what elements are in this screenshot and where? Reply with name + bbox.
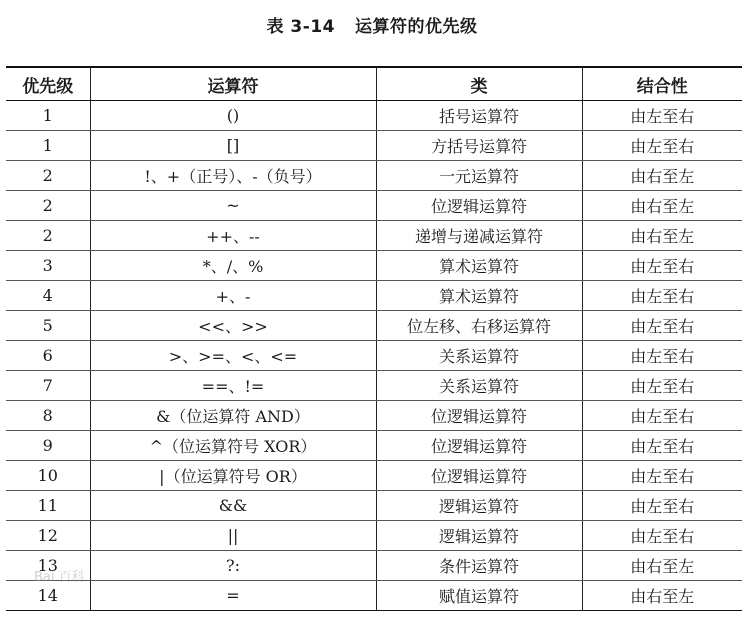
cell-operator: |（位运算符号 OR） <box>90 461 376 491</box>
table-row <box>6 101 742 131</box>
header-operator: 运算符 <box>90 67 376 101</box>
cell-associativity: 由左至右 <box>582 491 742 521</box>
table-row <box>6 311 742 341</box>
cell-level: 14 <box>6 581 90 611</box>
table-row <box>6 221 742 251</box>
cell-operator: +、- <box>90 281 376 311</box>
table-row <box>6 551 742 581</box>
cell-associativity: 由左至右 <box>582 521 742 551</box>
cell-category: 逻辑运算符 <box>376 491 582 521</box>
cell-level: 1 <box>6 131 90 161</box>
cell-category: 关系运算符 <box>376 371 582 401</box>
cell-category: 算术运算符 <box>376 251 582 281</box>
cell-associativity: 由左至右 <box>582 281 742 311</box>
table-row <box>6 521 742 551</box>
cell-associativity: 由左至右 <box>582 371 742 401</box>
cell-category: 算术运算符 <box>376 281 582 311</box>
watermark: Bai 百科 <box>34 570 85 585</box>
cell-associativity: 由左至右 <box>582 101 742 131</box>
cell-level: 3 <box>6 251 90 281</box>
cell-category: 方括号运算符 <box>376 131 582 161</box>
cell-operator: *、/、% <box>90 251 376 281</box>
cell-level: 2 <box>6 191 90 221</box>
header-row <box>6 67 742 101</box>
table-row <box>6 161 742 191</box>
table-row <box>6 191 742 221</box>
table-caption <box>0 12 744 37</box>
cell-operator: () <box>90 101 376 131</box>
cell-operator: ^（位运算符号 XOR） <box>90 431 376 461</box>
header-associativity: 结合性 <box>582 67 742 101</box>
cell-level: 2 <box>6 161 90 191</box>
cell-associativity: 由左至右 <box>582 431 742 461</box>
cell-category: 条件运算符 <box>376 551 582 581</box>
cell-associativity: 由左至右 <box>582 341 742 371</box>
table-number: 表 3-14 <box>266 17 335 37</box>
cell-associativity: 由左至右 <box>582 251 742 281</box>
cell-category: 位左移、右移运算符 <box>376 311 582 341</box>
cell-category: 逻辑运算符 <box>376 521 582 551</box>
cell-level: 5 <box>6 311 90 341</box>
cell-operator: <<、>> <box>90 311 376 341</box>
table-row <box>6 461 742 491</box>
cell-level: 13 <box>6 551 90 581</box>
cell-category: 递增与递减运算符 <box>376 221 582 251</box>
cell-associativity: 由左至右 <box>582 461 742 491</box>
cell-operator: ?: <box>90 551 376 581</box>
cell-operator: !、+（正号）、-（负号） <box>90 161 376 191</box>
table-title: 运算符的优先级 <box>354 17 478 37</box>
cell-category: 位逻辑运算符 <box>376 191 582 221</box>
cell-associativity: 由左至右 <box>582 131 742 161</box>
operator-precedence-table <box>6 66 742 611</box>
cell-associativity: 由左至右 <box>582 311 742 341</box>
cell-category: 位逻辑运算符 <box>376 461 582 491</box>
table-row <box>6 131 742 161</box>
table-row <box>6 251 742 281</box>
header-category: 类 <box>376 67 582 101</box>
table-row <box>6 581 742 611</box>
cell-level: 2 <box>6 221 90 251</box>
cell-category: 括号运算符 <box>376 101 582 131</box>
cell-associativity: 由右至左 <box>582 161 742 191</box>
cell-operator: ~ <box>90 191 376 221</box>
table-row <box>6 431 742 461</box>
cell-associativity: 由左至右 <box>582 401 742 431</box>
cell-operator: &（位运算符 AND） <box>90 401 376 431</box>
cell-associativity: 由右至左 <box>582 191 742 221</box>
cell-level: 11 <box>6 491 90 521</box>
cell-category: 位逻辑运算符 <box>376 431 582 461</box>
cell-level: 10 <box>6 461 90 491</box>
cell-category: 关系运算符 <box>376 341 582 371</box>
table-row <box>6 341 742 371</box>
cell-operator: && <box>90 491 376 521</box>
cell-associativity: 由右至左 <box>582 551 742 581</box>
header-level: 优先级 <box>6 67 90 101</box>
cell-operator: || <box>90 521 376 551</box>
cell-operator: = <box>90 581 376 611</box>
cell-level: 4 <box>6 281 90 311</box>
cell-associativity: 由右至左 <box>582 581 742 611</box>
table-row <box>6 491 742 521</box>
cell-operator: ++、-- <box>90 221 376 251</box>
cell-category: 赋值运算符 <box>376 581 582 611</box>
table-row <box>6 401 742 431</box>
cell-level: 6 <box>6 341 90 371</box>
cell-level: 9 <box>6 431 90 461</box>
cell-category: 一元运算符 <box>376 161 582 191</box>
cell-level: 7 <box>6 371 90 401</box>
cell-level: 12 <box>6 521 90 551</box>
cell-level: 1 <box>6 101 90 131</box>
table-row <box>6 371 742 401</box>
cell-level: 8 <box>6 401 90 431</box>
cell-category: 位逻辑运算符 <box>376 401 582 431</box>
cell-operator: >、>=、<、<= <box>90 341 376 371</box>
cell-operator: [] <box>90 131 376 161</box>
cell-operator: ==、!= <box>90 371 376 401</box>
table-row <box>6 281 742 311</box>
cell-associativity: 由右至左 <box>582 221 742 251</box>
